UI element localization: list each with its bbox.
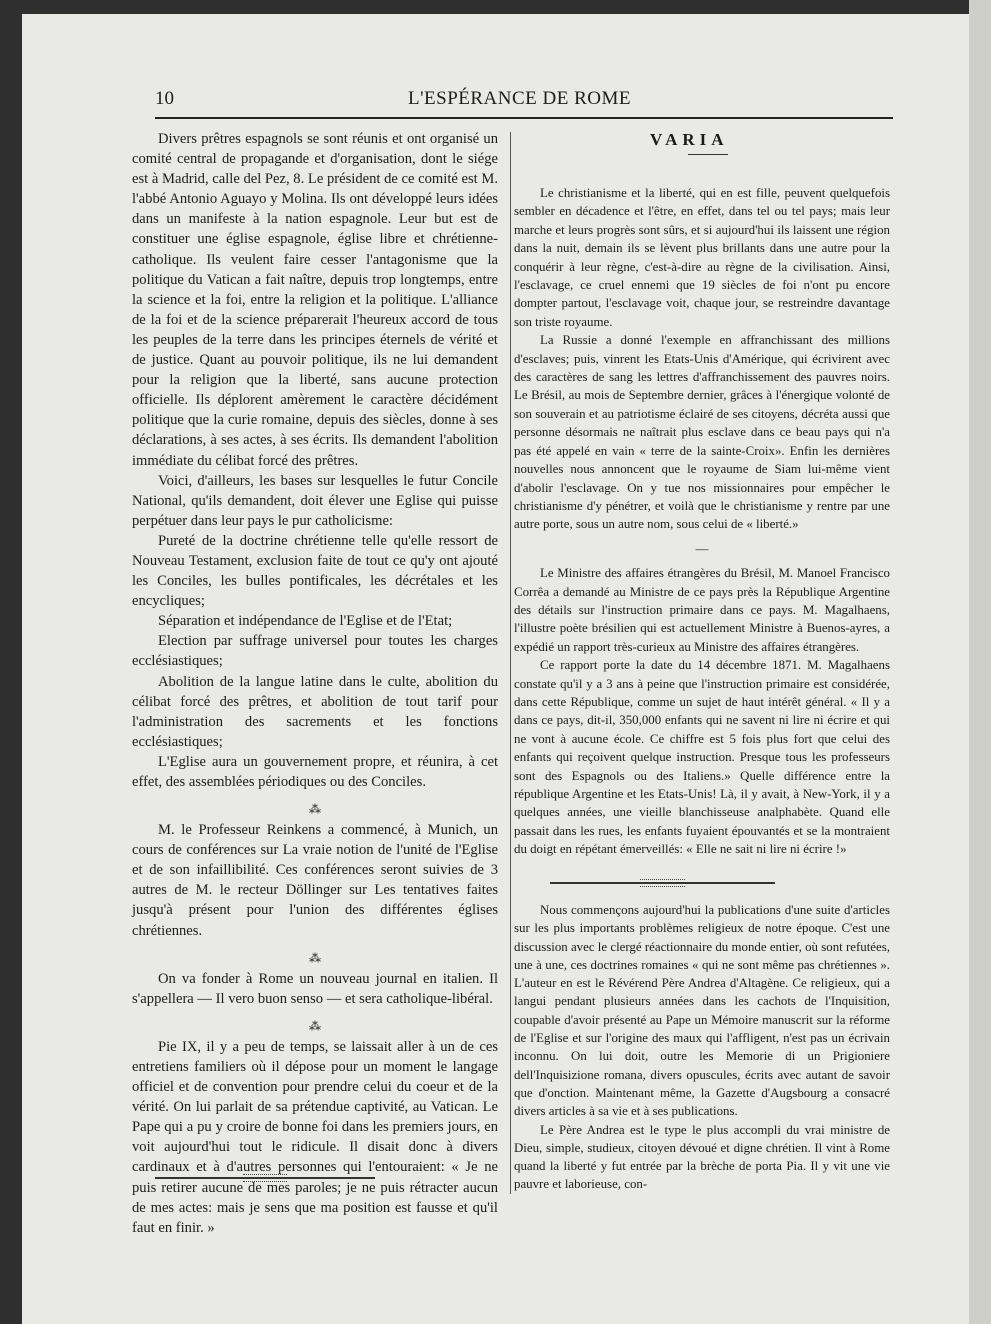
right-column [514,184,890,859]
paragraph-rapport: Ce rapport porte la date du 14 décembre 1871. M. Magalhaens constate qu'il y a 3 ans à peine que l'instruction primaire est considérée, dans cette République, comme un sujet de haut intérêt général. « Il y a dans ce pays, dit-il, 350,000 enfants qui ne savent ni lire ni écrire et qui ne vont à aucune école. Ce chiffre est 5 fois plus fort que celui des enfants qui reçoivent quelque instruction. Presque tous les professeurs sont des Espagnols ou des Italiens.» Quelle différence entre la république Argentine et les Etats-Unis! Là, il y avait, à New-York, il y a quelques années, une vieille blanchisseuse analphabète. Quand elle passait dans les rues, les enfants fuyaient épouvantés et se la montraient du doigt en répétant émerveillés: « Elle ne sait ni lire ni écrire !» [514,658,890,857]
paragraph-russie: La Russie a donné l'exemple en affranchissant des millions d'esclaves; puis, vinrent les Etats-Unis d'Amérique, qui écrivirent avec des caractères de sang les lettres d'affranchissement des pauvres noirs. Le Brésil, au mois de Septembre dernier, grâces à l'énergique volonté de son souverain et au patriotisme éclairé de ses citoyens, décréta aussi que personne désormais ne naîtrait plus esclave dans ce beau pays qui n'a pas été appelé en vain « terre de la sainte-Croix». Enfin les dernières nouvelles nous annoncent que le royaume de Siam lui-même vient d'abolir l'esclavage. On y tue nos missionnaires pour empêcher le christianisme d'y pénétrer, et voilà que le christianisme y rentre par une autre porte, sous un autre nom, sous celui de « liberté.» [514,333,890,532]
paragraph-gouvernement: L'Eglise aura un gouvernement propre, et réunira, à cet effet, des assemblées périodiques ou des Conciles. [132,753,498,790]
article-christianisme: Le christianisme et la liberté, qui en est fille, peuvent quelquefois sembler en décadence et l'être, en effet, dans tel ou tel pays; mais leur marche et leurs progrès sont sûrs, et si aujourd'hui ils laissent une région dans la nuit, demain ils se lèvent plus brillants dans une autre pour la conquérir à leur règne, c'est-à-dire au règne de la civilisation. Ainsi, l'esclavage, ce cruel ennemi que 19 siècles de foi n'ont pu encore dompter partout, l'esclavage voit, chaque jour, se restreindre davantage son triste royaume. [514,186,890,329]
paragraph-doctrine: Pureté de la doctrine chrétienne telle qu'elle ressort de Nouveau Testament, exclusion faite de tout ce qu'y ont ajouté les Conciles, les bulles pontificales, les décrétales et les encycliques; [132,532,498,610]
heading-underline [688,154,728,155]
right-column-lower [514,901,890,1194]
page-header [155,86,900,114]
article-pere-andrea: Nous commençons aujourd'hui la publications d'une suite d'articles sur les plus importants problèmes religieux de notre époque. C'est une discussion avec le clergé réactionnaire du monde entier, où sont refutées, une à une, ces doctrines romaines « qui ne sont même pas chrétiennes ». L'auteur en est le Révérend Père Andrea d'Altagène. Ce religieux, qui a langui pendant plusieurs années dans les cachots de l'Inquisition, coupable d'avoir présenté au Pape un Mémoire manuscrit sur la réforme de l'Eglise et sur l'origine des maux qui l'affligent, n'est pas un écrivain inconnu. On lui doit, outre les Memorie di un Prigioniere dell'Inquisizione romana, divers opuscules, écrits avec autant de savoir que d'onction. Maintenant même, la Gazette d'Augsbourg a consacré divers articles à sa vie et à ses publications. [514,903,890,1119]
page-number: 10 [155,88,174,109]
paragraph-pere-andrea-type: Le Père Andrea est le type le plus accompli du vrai ministre de Dieu, simple, studieux, citoyen dévoué et digne chrétien. Il vint à Rome quand la liberté y fut entrée par la brèche de porta Pia. Il y vit une vie pauvre et laborieuse, con- [514,1122,890,1192]
paragraph-election: Election par suffrage universel pour toutes les charges ecclésiastiques; [132,633,498,670]
header-rule [155,117,893,119]
ornamental-divider [550,882,775,884]
running-title: L'ESPÉRANCE DE ROME [408,88,631,109]
page-edge [969,0,991,1324]
paragraph-separation: Séparation et indépendance de l'Eglise et de l'Etat; [158,613,453,630]
article-bresil-ministre: Le Ministre des affaires étrangères du Brésil, M. Manoel Francisco Corrêa a demandé au Ministre de ce pays près la République Argentine des détails sur l'instruction primaire dans ce pays. M. Magalhaens, l'illustre poète brésilien qui est actuellement Ministre à Buenos-ayres, a expédié un rapport très-curieux au Ministre des affaires étrangères. [514,566,890,654]
column-divider [510,132,511,1194]
article-pie-ix: Pie IX, il y a peu de temps, se laissait aller à un de ces entretiens familiers où il dépose pour un moment le langage officiel et de convention pour prendre celui du coeur et de la vérité. On lui parlait de sa prétendue captivité, au Vatican. Le Pape qui a pu y croire de bonne foi dans les premiers jours, en voit aujourd'hui tout le ridicule. Il disait donc à divers cardinaux et à d'autres personnes qui l'entouraient: « Je ne puis retirer aucune de mes paroles; je ne puis rétracter aucun de mes actes: mais je sens que ma position est fausse et qu'il faut en finir. » [132,1038,498,1236]
article-journal: On va fonder à Rome un nouveau journal en italien. Il s'appellera — Il vero buon senso — et sera catholique-libéral. [132,970,498,1007]
paragraph-abolition: Abolition de la langue latine dans le culte, abolition du célibat forcé des prêtres, et abolition de tout tarif pour l'administration des sacrements et les fonctions ecclésiastiques; [132,673,498,750]
left-column [132,129,498,1238]
asterism-divider: ⁂ [309,1018,321,1033]
paragraph-concile-bases: Voici, d'ailleurs, les bases sur lesquelles le futur Concile National, qu'ils demandent, doit élever une Eglise qui puisse perpétuer dans leur pays le pur catholicisme: [132,472,498,529]
asterism-divider: ⁂ [309,802,321,817]
section-heading-varia: VARIA [650,130,729,149]
dash-divider: — [695,541,709,556]
ornamental-divider [155,1177,375,1179]
article-spanish-clergy: Divers prêtres espagnols se sont réunis et ont organisé un comité central de propagande et d'organisation, dont le siége est à Madrid, calle del Pez, 8. Le président de ce comité est M. l'abbé Antonio Aguayo y Molina. Ils ont développé leurs idées dans un manifeste à la nation espagnole. Leur but est de constituer une église espagnole, église libre et chrétienne-catholique. Ils veulent faire cesser l'antagonisme que la politique du Vatican a fait naître, depuis trop longtemps, entre la science et la foi, entre la religion et la politique. L'alliance de la foi et de la science préparerait l'heureux accord de tous les peuples de la terre dans les principes éternels de vérité et de justice. Quant au pouvoir politique, ils ne lui demandent pour la religion que la liberté, sans aucune protection officielle. Ils déplorent amèrement le caractère décidément politique que la curie romaine, depuis des siècles, donne à ses déclarations, à ses actes, à ses écrits. Ils demandent l'abolition immédiate du célibat forcé des prêtres. [132,131,498,469]
asterism-divider: ⁂ [309,950,321,965]
article-reinkens: M. le Professeur Reinkens a commencé, à Munich, un cours de conférences sur La vraie notion de l'unité de l'Eglise et de son infaillibilité. Ces conférences seront suivies de 3 autres de M. le recteur Döllinger sur Les tentatives faites jusqu'à présent pour l'union des différentes églises chrétiennes. [132,822,498,939]
